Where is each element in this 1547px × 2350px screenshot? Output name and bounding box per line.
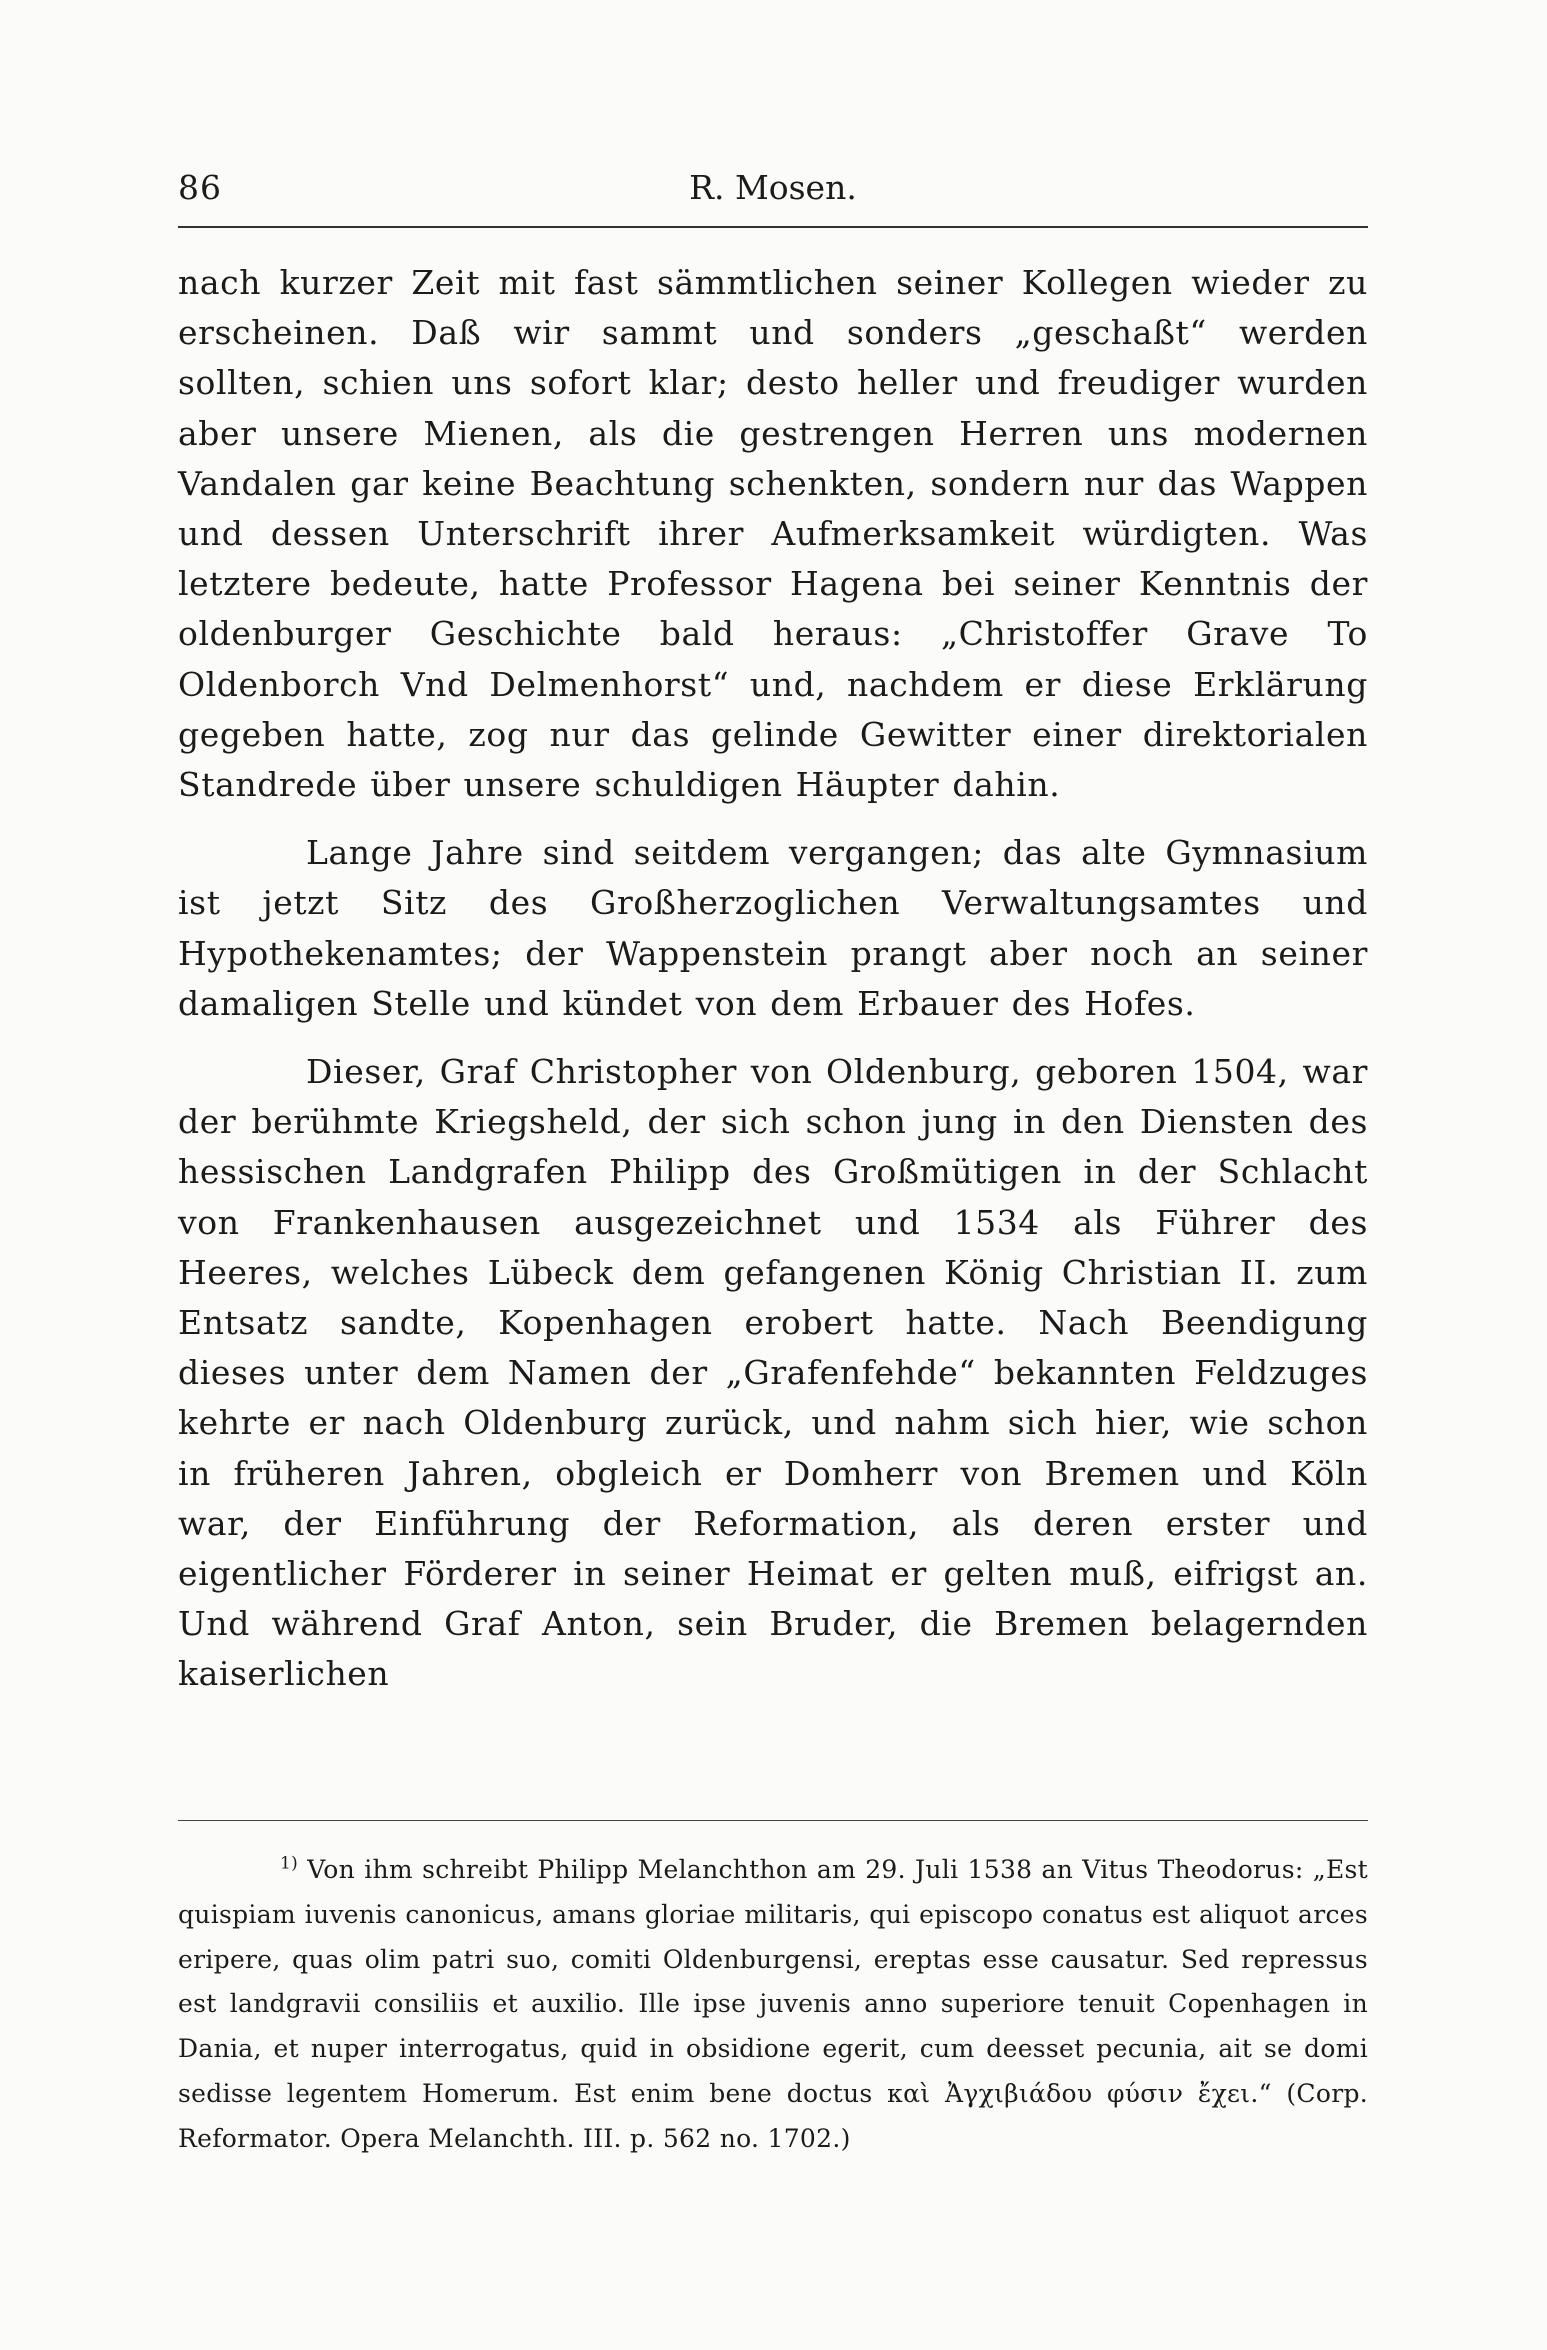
main-text	[178, 258, 1368, 1700]
footnote-rule	[178, 1820, 1368, 1821]
footnote	[178, 1848, 1368, 2162]
page-header	[178, 168, 1368, 212]
running-head: R. Mosen.	[689, 168, 857, 207]
page-number: 86	[178, 168, 222, 207]
paragraph-2: Lange Jahre sind seitdem vergangen; das alte Gymnasium ist jetzt Sitz des Großherzoglichen Verwaltungsamtes und Hypothekenamtes; der Wappenstein prangt aber noch an seiner damaligen Stelle und kündet von dem Erbauer des Hofes.	[178, 833, 1368, 1023]
paragraph-3: Dieser, Graf Christopher von Oldenburg, geboren 1504, war der berühmte Kriegsheld, der sich schon jung in den Diensten des hessischen Landgrafen Philipp des Großmütigen in der Schlacht von Frankenhausen ausgezeichnet und 1534 als Führer des Heeres, welches Lübeck dem gefangenen König Christian II. zum Entsatz sandte, Kopenhagen erobert hatte. Nach Beendigung dieses unter dem Namen der „Grafenfehde“ bekannten Feldzuges kehrte er nach Oldenburg zurück, und nahm sich hier, wie schon in früheren Jahren, obgleich er Domherr von Bremen und Köln war, der Einführung der Reformation, als deren erster und eigentlicher Förderer in seiner Heimat er gelten muß, eifrigst an. Und während Graf Anton, sein Bruder, die Bremen belagernden kaiserlichen	[178, 1052, 1368, 1694]
paragraph-1: nach kurzer Zeit mit fast sämmtlichen seiner Kollegen wieder zu erscheinen. Daß wir sammt und sonders „geschaßt“ werden sollten, schien uns sofort klar; desto heller und freudiger wurden aber unsere Mienen, als die gestrengen Herren uns modernen Vandalen gar keine Beachtung schenkten, sondern nur das Wappen und dessen Unterschrift ihrer Aufmerksamkeit würdigten. Was letztere bedeute, hatte Professor Hagena bei seiner Kenntnis der oldenburger Geschichte bald heraus: „Christoffer Grave To Oldenborch Vnd Delmenhorst“ und, nachdem er diese Erklärung gegeben hatte, zog nur das gelinde Gewitter einer direktorialen Standrede über unsere schuldigen Häupter dahin.	[178, 263, 1368, 805]
footnote-text: Von ihm schreibt Philipp Melanchthon am 29. Juli 1538 an Vitus Theodorus: „Est quispiam iuvenis canonicus, amans gloriae militaris, qui episcopo conatus est aliquot arces eripere, quas olim patri suo, comiti Oldenburgensi, ereptas esse causatur. Sed repressus est landgravii consiliis et auxilio. Ille ipse juvenis anno superiore tenuit Copenhagen in Dania, et nuper interrogatus, quid in obsidione egerit, cum deesset pecunia, ait se domi sedisse legentem Homerum. Est enim bene doctus καὶ Ἀγχιβιάδου φύσιν ἔχει.“ (Corp. Reformator. Opera Melanchth. III. p. 562 no. 1702.)	[178, 1855, 1368, 2153]
footnote-marker: 1)	[280, 1853, 299, 1874]
header-rule	[178, 226, 1368, 228]
